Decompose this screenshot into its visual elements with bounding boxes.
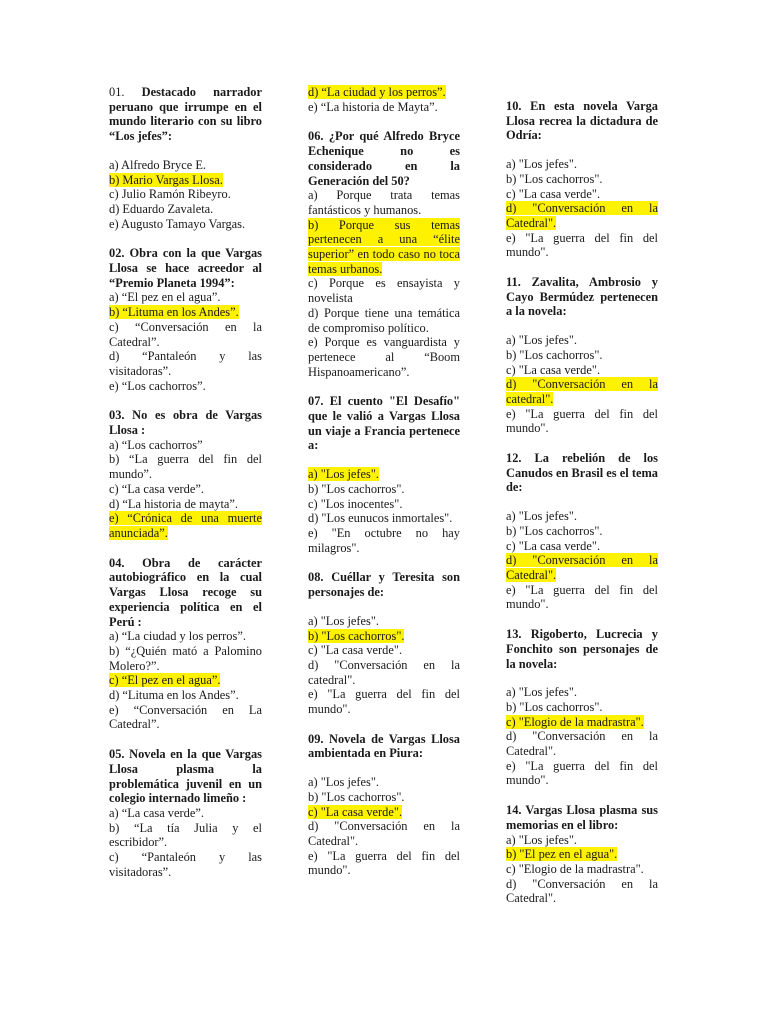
answer-option <box>506 539 658 554</box>
answer-option-highlighted <box>109 511 262 540</box>
option-label: b) "Los cachorros". <box>506 523 603 538</box>
answer-option <box>109 320 262 349</box>
answer-option <box>308 276 460 305</box>
answer-option <box>506 333 658 348</box>
question-block <box>109 85 262 231</box>
answer-option <box>109 438 262 453</box>
option-label: a) “El pez en el agua”. <box>109 290 221 305</box>
answer-option <box>109 202 262 217</box>
answer-option <box>109 482 262 497</box>
question-label: 11. Zavalita, Ambrosio y Cayo Bermúdez pertenecen a la novela: <box>506 275 658 319</box>
option-label: a) "Los jefes". <box>308 775 380 790</box>
answer-option <box>506 231 658 260</box>
answer-option <box>109 688 262 703</box>
option-label: e) "La guerra del fin del mundo". <box>308 687 460 717</box>
question-block <box>109 556 262 732</box>
option-label: e) “Crónica de una muerte anunciada”. <box>109 511 262 540</box>
option-label: e) “La historia de Mayta”. <box>308 99 438 114</box>
question-label: 08. Cuéllar y Teresita son personajes de: <box>308 570 460 600</box>
option-label: c) "Los inocentes". <box>308 496 403 511</box>
option-label: e) "En octubre no hay milagros". <box>308 525 460 555</box>
answer-option <box>109 644 262 673</box>
option-label: c) Julio Ramón Ribeyro. <box>109 187 231 202</box>
answer-option <box>308 849 460 878</box>
option-label: c) Porque es ensayista y novelista <box>308 276 460 306</box>
answer-option <box>109 158 262 173</box>
answer-option <box>506 729 658 758</box>
option-label: c) “Pantaleón y las visitadoras”. <box>109 850 262 879</box>
answer-option-highlighted <box>109 673 262 688</box>
question-label: 07. El cuento "El Desafío" que le valió a Vargas Llosa un viaje a Francia pertenece a: <box>308 394 460 453</box>
option-label: c) "La casa verde". <box>506 538 601 553</box>
answer-option <box>109 497 262 512</box>
answer-option-highlighted <box>506 715 658 730</box>
answer-option <box>308 819 460 848</box>
option-label: e) Porque es vanguardista y pertenece al “Boom Hispanoamericano”. <box>308 335 460 379</box>
question-block <box>308 85 460 114</box>
question-label: 03. No es obra de Vargas Llosa : <box>109 408 262 438</box>
answer-option <box>506 187 658 202</box>
question-block <box>308 129 460 379</box>
option-label: d) “Pantaleón y las visitadoras”. <box>109 349 262 378</box>
answer-option <box>308 306 460 335</box>
answer-option <box>308 335 460 379</box>
answer-option <box>308 526 460 555</box>
question-label: 13. Rigoberto, Lucrecia y Fonchito son personajes de la novela: <box>506 627 658 671</box>
question-label: 04. Obra de carácter autobiográfico en la cual Vargas Llosa recoge su experiencia política en el Perú : <box>109 555 262 629</box>
answer-option <box>506 363 658 378</box>
column-3 <box>506 99 658 921</box>
answer-option <box>506 524 658 539</box>
answer-option-highlighted <box>506 377 658 406</box>
option-label: e) “Los cachorros”. <box>109 378 206 393</box>
option-label: a) “La ciudad y los perros”. <box>109 629 246 644</box>
question-text <box>506 803 658 832</box>
question-block <box>506 803 658 906</box>
question-block <box>109 747 262 879</box>
option-label: a) "Los jefes". <box>506 509 578 524</box>
option-label: b) “¿Quién mató a Palomino Molero?”. <box>109 643 262 673</box>
question-text <box>109 556 262 630</box>
option-label: b) "Los cachorros". <box>506 171 603 186</box>
option-label: c) "Elogio de la madrastra". <box>506 714 644 729</box>
question-text <box>109 747 262 806</box>
answer-option <box>506 407 658 436</box>
answer-option <box>506 877 658 906</box>
option-label: c) "La casa verde". <box>308 643 403 658</box>
option-label: c) "La casa verde". <box>506 186 601 201</box>
option-label: a) "Los jefes". <box>506 685 578 700</box>
answer-option <box>308 614 460 629</box>
question-block <box>308 570 460 716</box>
column-2 <box>308 85 460 893</box>
option-label: a) "Los jefes". <box>506 832 578 847</box>
answer-option <box>506 685 658 700</box>
question-text <box>506 451 658 495</box>
option-label: b) "Los cachorros". <box>308 481 405 496</box>
answer-option <box>109 629 262 644</box>
option-label: a) "Los jefes". <box>506 333 578 348</box>
answer-option <box>506 172 658 187</box>
answer-option-highlighted <box>506 847 658 862</box>
option-label: c) “Conversación en la Catedral”. <box>109 319 262 349</box>
question-text <box>308 129 460 188</box>
option-label: e) "La guerra del fin del mundo". <box>506 758 658 788</box>
answer-option-highlighted <box>506 201 658 230</box>
answer-option <box>109 379 262 394</box>
option-label: b) "El pez en el agua". <box>506 847 618 862</box>
question-text <box>308 732 460 761</box>
answer-option <box>506 157 658 172</box>
option-label: b) "Los cachorros". <box>506 699 603 714</box>
option-label: d) "Los eunucos inmortales". <box>308 511 453 526</box>
option-label: a) Alfredo Bryce E. <box>109 157 207 172</box>
answer-option <box>506 509 658 524</box>
answer-option <box>506 833 658 848</box>
answer-option <box>109 349 262 378</box>
answer-option <box>109 217 262 232</box>
option-label: b) Porque sus temas pertenecen a una “élite superior” en todo caso no toca temas urbanos. <box>308 217 460 276</box>
question-text <box>506 275 658 319</box>
answer-option-highlighted <box>308 629 460 644</box>
answer-option <box>308 188 460 217</box>
option-label: c) "Elogio de la madrastra". <box>506 861 644 876</box>
option-label: b) “Lituma en los Andes”. <box>109 305 239 320</box>
answer-option <box>506 862 658 877</box>
option-label: b) “La tía Julia y el escribidor”. <box>109 820 262 850</box>
question-text <box>109 85 262 144</box>
question-label: 10. En esta novela Varga Llosa recrea la dictadura de Odría: <box>506 99 658 143</box>
answer-option <box>109 187 262 202</box>
answer-option-highlighted <box>308 218 460 277</box>
answer-option <box>308 100 460 115</box>
question-label: 06. ¿Por qué Alfredo Bryce Echenique no es considerado en la Generación del 50? <box>308 129 460 188</box>
answer-option <box>308 658 460 687</box>
question-text <box>308 570 460 599</box>
answer-option <box>109 703 262 732</box>
option-label: d) “La historia de mayta”. <box>109 496 239 511</box>
option-label: d) Eduardo Zavaleta. <box>109 201 214 216</box>
answer-option <box>506 583 658 612</box>
answer-option-highlighted <box>308 805 460 820</box>
question-block <box>506 627 658 788</box>
question-text <box>506 99 658 143</box>
answer-option <box>308 643 460 658</box>
answer-option <box>308 482 460 497</box>
answer-option <box>506 348 658 363</box>
option-label: b) “La guerra del fin del mundo”. <box>109 452 262 482</box>
answer-option <box>109 821 262 850</box>
option-label: d) "Conversación en la Catedral". <box>506 729 658 759</box>
option-label: c) “El pez en el agua”. <box>109 673 221 688</box>
option-label: a) “Los cachorros” <box>109 437 203 452</box>
question-block <box>109 246 262 393</box>
answer-option <box>308 790 460 805</box>
column-1 <box>109 85 262 894</box>
option-label: d) "Conversación en la catedral". <box>308 657 460 687</box>
option-label: a) "Los jefes". <box>308 467 380 482</box>
question-text <box>109 246 262 290</box>
question-number: 01. <box>109 85 125 99</box>
option-label: b) "Los cachorros". <box>506 347 603 362</box>
option-label: a) Porque trata temas fantásticos y humanos. <box>308 188 460 217</box>
question-block <box>308 394 460 555</box>
question-text <box>506 627 658 671</box>
answer-option-highlighted <box>506 553 658 582</box>
option-label: e) "La guerra del fin del mundo". <box>506 406 658 436</box>
option-label: c) “La casa verde”. <box>109 481 204 496</box>
answer-option <box>506 700 658 715</box>
answer-option <box>109 290 262 305</box>
answer-option <box>109 850 262 879</box>
option-label: d) "Conversación en la Catedral". <box>506 201 658 230</box>
answer-option <box>506 759 658 788</box>
option-label: b) "Los cachorros". <box>308 628 405 643</box>
option-label: a) "Los jefes". <box>308 613 380 628</box>
option-label: e) "La guerra del fin del mundo". <box>506 582 658 612</box>
answer-option-highlighted <box>109 173 262 188</box>
option-label: c) "La casa verde". <box>506 362 601 377</box>
question-block <box>506 451 658 612</box>
question-block <box>506 275 658 436</box>
question-label: 05. Novela en la que Vargas Llosa plasma la problemática juvenil en un colegio internado limeño : <box>109 747 262 806</box>
question-block <box>506 99 658 260</box>
option-label: d) "Conversación en la catedral". <box>506 377 658 406</box>
option-label: d) "Conversación en la Catedral". <box>308 819 460 848</box>
answer-option-highlighted <box>109 305 262 320</box>
answer-option <box>308 687 460 716</box>
option-label: b) "Los cachorros". <box>308 789 405 804</box>
option-label: a) "Los jefes". <box>506 157 578 172</box>
question-label: Destacado narrador peruano que irrumpe en el mundo literario con su libro “Los jefes”: <box>109 85 262 144</box>
option-label: e) "La guerra del fin del mundo". <box>308 848 460 878</box>
option-label: a) “La casa verde”. <box>109 805 204 820</box>
option-label: d) Porque tiene una temática de compromiso político. <box>308 305 460 335</box>
option-label: c) "La casa verde". <box>308 804 403 819</box>
question-label: 02. Obra con la que Vargas Llosa se hace acreedor al “Premio Planeta 1994”: <box>109 246 262 290</box>
question-label: 09. Novela de Vargas Llosa ambientada en Piura: <box>308 731 460 761</box>
question-label: 14. Vargas Llosa plasma sus memorias en el libro: <box>506 803 658 832</box>
answer-option <box>308 775 460 790</box>
question-block <box>109 408 262 540</box>
answer-option <box>109 452 262 481</box>
answer-option <box>308 511 460 526</box>
option-label: b) Mario Vargas Llosa. <box>109 172 223 187</box>
option-label: e) “Conversación en La Catedral”. <box>109 702 262 732</box>
option-label: d) "Conversación en la Catedral". <box>506 876 658 906</box>
option-label: e) "La guerra del fin del mundo". <box>506 230 658 260</box>
question-text <box>109 408 262 437</box>
option-label: d) "Conversación en la Catedral". <box>506 553 658 582</box>
answer-option-highlighted <box>308 85 460 100</box>
option-label: e) Augusto Tamayo Vargas. <box>109 216 246 231</box>
question-text <box>308 394 460 453</box>
answer-option <box>308 497 460 512</box>
answer-option-highlighted <box>308 467 460 482</box>
answer-option <box>109 806 262 821</box>
option-label: d) “La ciudad y los perros”. <box>308 85 446 99</box>
option-label: d) “Lituma en los Andes”. <box>109 688 239 703</box>
question-label: 12. La rebelión de los Canudos en Brasil es el tema de: <box>506 451 658 495</box>
question-block <box>308 732 460 878</box>
